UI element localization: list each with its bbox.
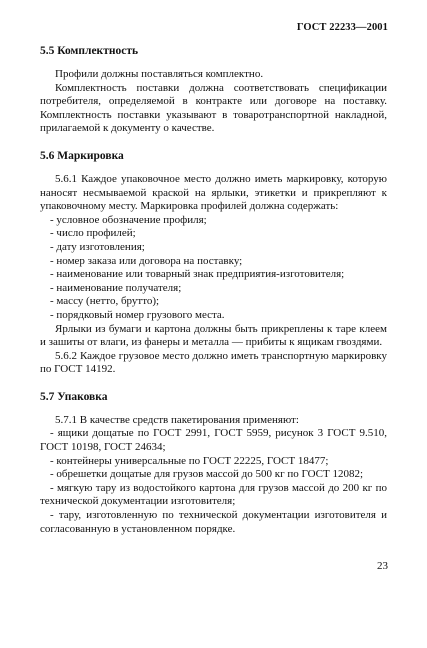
section-title-5-7: 5.7 Упаковка: [40, 390, 108, 403]
page-content: [40, 44, 387, 536]
list-item: - порядковый номер грузового места.: [50, 308, 225, 321]
standard-header: ГОСТ 22233—2001: [296, 22, 388, 33]
paragraph: Профили должны поставляться комплектно.: [55, 68, 264, 80]
paragraph: 5.7.1 В качестве средств пакетирования применяют:: [55, 413, 299, 426]
page-number: 23: [377, 560, 388, 572]
paragraph: Комплектность поставки должна соответствовать спецификации потребителя, определяемой в контракте или договоре на поставку. Комплектность поставки указывают в товаротранспортной накладной, прилагаемой к документу о качестве.: [40, 81, 387, 135]
list-item: - наименование получателя;: [50, 281, 182, 294]
paragraph: Ярлыки из бумаги и картона должны быть прикреплены к таре клеем и зашиты от влаги, из фанеры и металла — прибиты к ящикам гвоздями.: [40, 322, 387, 349]
section-title-5-6: 5.6 Маркировка: [40, 149, 124, 162]
paragraph: 5.6.1 Каждое упаковочное место должно иметь маркировку, которую наносят несмываемой краской на ярлыки, этикетки и прикрепляют к упаковочному месту. Маркировка профилей должна содержать:: [40, 172, 387, 213]
section-title-5-5: 5.5 Комплектность: [40, 45, 139, 57]
list-item: - дату изготовления;: [50, 240, 145, 253]
list-item: - наименование или товарный знак предприятия-изготовителя;: [50, 268, 345, 281]
list-item: - массу (нетто, брутто);: [50, 295, 160, 308]
list-item: - мягкую тару из водостойкого картона для грузов массой до 200 кг по технической документации изготовителя;: [40, 481, 387, 508]
list-item: - тару, изготовленную по технической документации изготовителя и согласованную в установленном порядке.: [40, 509, 387, 535]
list-item: - условное обозначение профиля;: [50, 213, 207, 226]
list-item: - ящики дощатые по ГОСТ 2991, ГОСТ 5959, рисунок 3 ГОСТ 9.510, ГОСТ 10198, ГОСТ 24634;: [40, 427, 387, 454]
paragraph: 5.6.2 Каждое грузовое место должно иметь транспортную маркировку по ГОСТ 14192.: [40, 349, 387, 376]
list-item: - контейнеры универсальные по ГОСТ 22225, ГОСТ 18477;: [50, 454, 329, 467]
list-item: - обрешетки дощатые для грузов массой до 500 кг по ГОСТ 12082;: [50, 468, 364, 481]
list-item: - число профилей;: [50, 227, 136, 240]
list-item: - номер заказа или договора на поставку;: [50, 254, 243, 267]
